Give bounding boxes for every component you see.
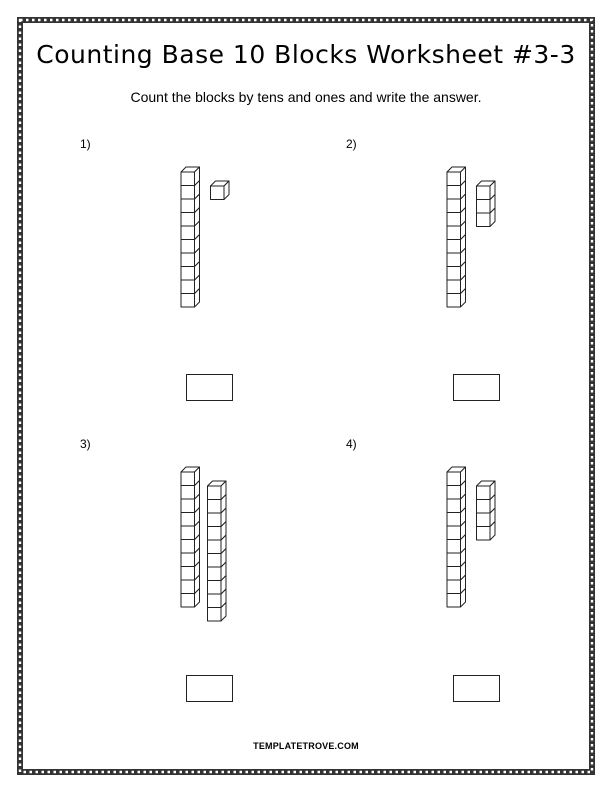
one-cube — [211, 181, 230, 200]
problem-1-answer-box[interactable] — [186, 374, 233, 401]
instructions: Count the blocks by tens and ones and write the answer. — [130, 89, 482, 105]
one-cube — [477, 481, 496, 500]
problem-2-blocks — [436, 160, 546, 325]
problem-2-number: 2) — [346, 137, 357, 151]
problem-1-blocks — [170, 160, 280, 325]
ten-rod-1-cube — [181, 467, 200, 486]
problem-4-blocks — [436, 460, 546, 625]
page-title: Counting Base 10 Blocks Worksheet #3-3 — [36, 40, 576, 69]
problem-2-answer-box[interactable] — [453, 374, 500, 401]
ten-rod-1-cube — [447, 467, 466, 486]
problem-3-blocks — [170, 460, 280, 625]
ten-rod-1-cube — [447, 167, 466, 186]
problem-3-answer-box[interactable] — [186, 675, 233, 702]
ten-rod-1-cube — [181, 167, 200, 186]
problem-1-number: 1) — [80, 137, 91, 151]
one-cube — [477, 181, 496, 200]
footer-site: TEMPLATETROVE.COM — [253, 741, 359, 751]
problem-4-number: 4) — [346, 437, 357, 451]
problem-3-number: 3) — [80, 437, 91, 451]
ten-rod-2-cube — [208, 481, 227, 500]
problem-4-answer-box[interactable] — [453, 675, 500, 702]
